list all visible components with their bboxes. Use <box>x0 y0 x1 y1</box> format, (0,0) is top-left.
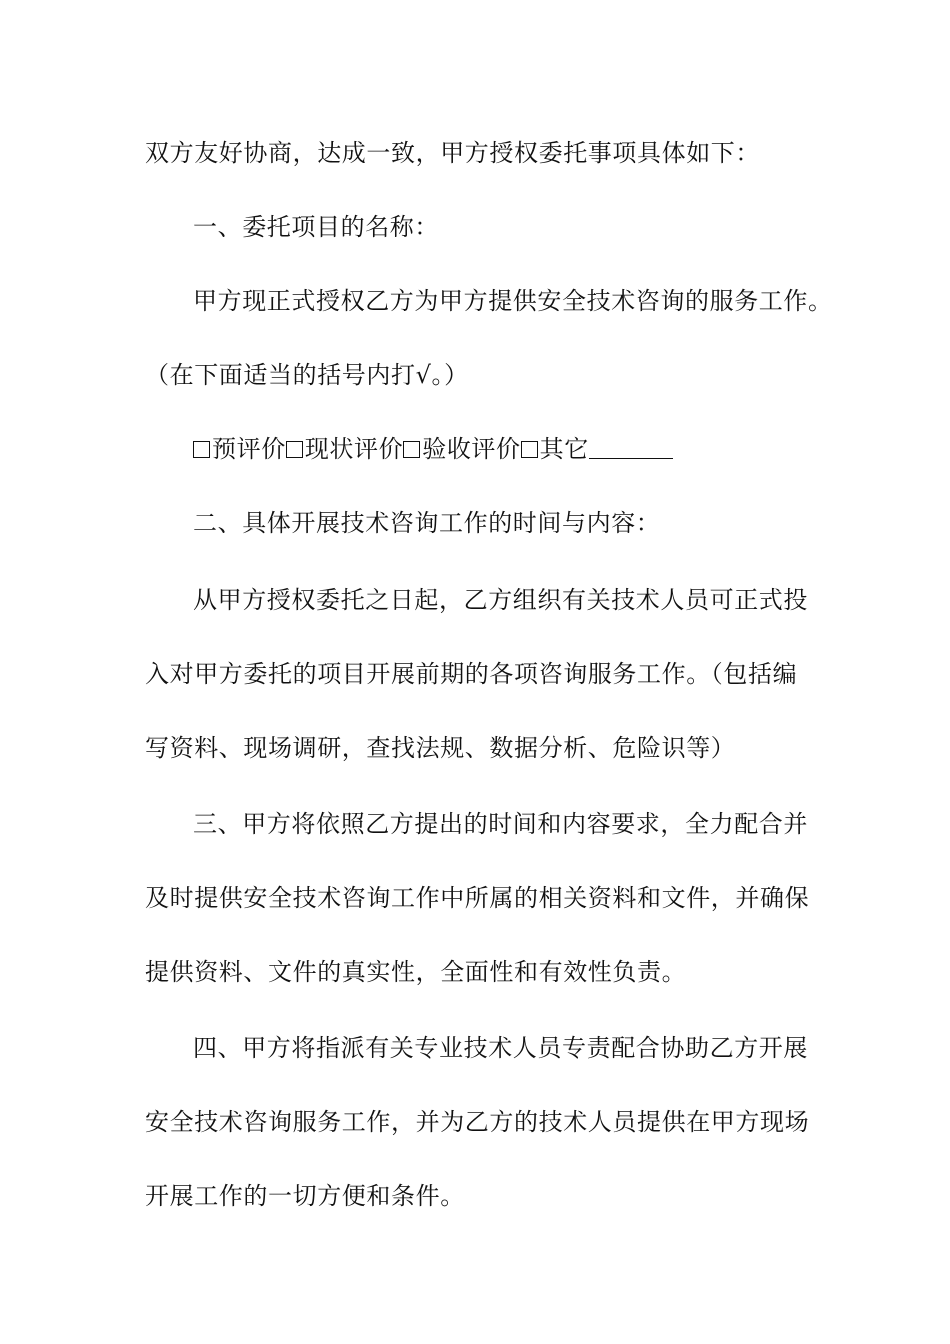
section-4-line-2: 安全技术咨询服务工作，并为乙方的技术人员提供在甲方现场 <box>145 1108 810 1136</box>
evaluation-options <box>193 434 893 464</box>
section-3-line-3: 提供资料、文件的真实性，全面性和有效性负责。 <box>145 958 687 986</box>
option-label-status-evaluation: 现状评价 <box>304 435 404 463</box>
checkbox-other[interactable] <box>521 441 538 458</box>
section-3-line-2: 及时提供安全技术咨询工作中所属的相关资料和文件，并确保 <box>145 884 810 912</box>
section-1-heading: 一、委托项目的名称： <box>193 213 439 241</box>
checkbox-acceptance-evaluation[interactable] <box>403 441 420 458</box>
section-2-heading: 二、具体开展技术咨询工作的时间与内容： <box>193 509 661 537</box>
checkbox-status-evaluation[interactable] <box>286 441 303 458</box>
intro-paragraph: 双方友好协商，达成一致，甲方授权委托事项具体如下： <box>145 139 760 167</box>
option-label-acceptance-evaluation: 验收评价 <box>422 435 521 463</box>
section-4-line-3: 开展工作的一切方便和条件。 <box>145 1182 465 1210</box>
section-4-line-1: 四、甲方将指派有关专业技术人员专责配合协助乙方开展 <box>193 1034 808 1062</box>
section-1-text-line-2: （在下面适当的括号内打√。） <box>145 361 469 389</box>
section-2-line-2: 入对甲方委托的项目开展前期的各项咨询服务工作。（包括编 <box>145 660 798 688</box>
other-blank-line[interactable] <box>589 438 673 459</box>
option-label-other: 其它 <box>539 435 589 463</box>
section-3-line-1: 三、甲方将依照乙方提出的时间和内容要求，全力配合并 <box>193 810 808 838</box>
section-1-text-line-1: 甲方现正式授权乙方为甲方提供安全技术咨询的服务工作。 <box>193 287 833 315</box>
option-label-pre-evaluation: 预评价 <box>212 435 286 463</box>
section-2-line-1: 从甲方授权委托之日起，乙方组织有关技术人员可正式投 <box>193 586 808 614</box>
section-2-line-3: 写资料、现场调研，查找法规、数据分析、危险识等） <box>145 734 736 762</box>
checkbox-pre-evaluation[interactable] <box>193 441 210 458</box>
